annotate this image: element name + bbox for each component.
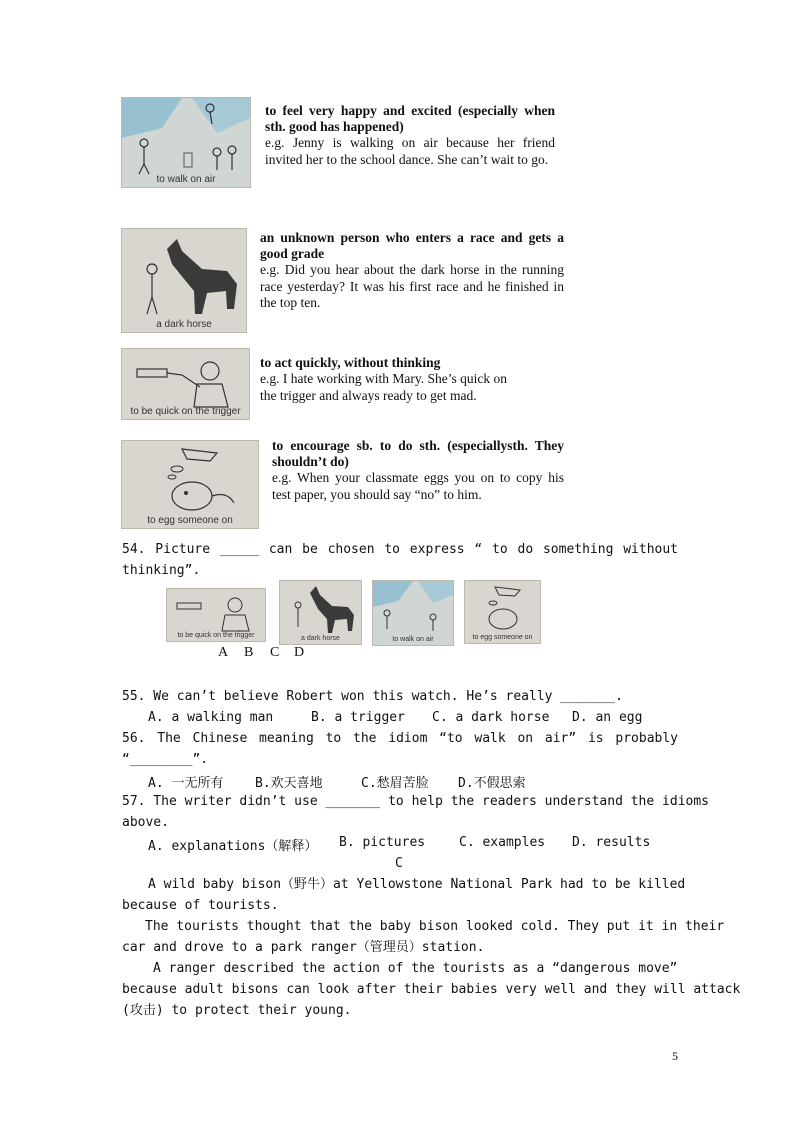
q54-letter-d: D: [294, 645, 305, 660]
passage-line: because adult bisons can look after their babies very well and they will attack: [122, 982, 741, 997]
page-number: 5: [672, 1049, 678, 1063]
passage-line: car and drove to a park ranger（管理员）station.: [122, 940, 485, 955]
idiom-dark-horse-text: [260, 230, 564, 312]
q54-picture-c: [372, 580, 454, 646]
q55-option-a: A. a walking man: [148, 710, 274, 725]
q55-option-d: D. an egg: [572, 710, 643, 725]
q54-letter-b: B: [244, 645, 254, 660]
idiom-example: e.g. Did you hear about the dark horse in the running race yesterday? It was his first race and he finished in the top ten.: [260, 262, 564, 310]
idiom-example-line: e.g. I hate working with Mary. She’s quick on: [260, 371, 507, 386]
passage-line: A wild baby bison（野牛）at Yellowstone National Park had to be killed: [148, 877, 686, 892]
egg-someone-on-picture: [121, 440, 259, 529]
idiom-walk-on-air-text: [265, 103, 555, 168]
idiom-example: e.g. Jenny is walking on air because her friend invited her to the school dance. She can’t wait to go.: [265, 135, 555, 167]
idiom-example: e.g. When your classmate eggs you on to copy his test paper, you should say “no” to him.: [272, 470, 564, 502]
passage-line: The tourists thought that the baby bison looked cold. They put it in their: [145, 919, 725, 934]
section-heading: C: [395, 856, 403, 871]
q56-option-c: C.愁眉苦脸: [361, 776, 429, 791]
passage-line: (攻击) to protect their young.: [122, 1003, 352, 1018]
q57-option-b: B. pictures: [339, 835, 426, 850]
q54-letter-c: C: [270, 645, 280, 660]
q54-text: 54. Picture _____ can be chosen to express “ to do something without: [122, 542, 678, 557]
walk-on-air-caption: to walk on air: [156, 174, 216, 185]
q54-picture-b: [279, 580, 362, 645]
q54-text-cont: thinking”.: [122, 563, 201, 578]
q56-option-a: A. 一无所有: [148, 776, 224, 791]
q55-option-b: B. a trigger: [311, 710, 405, 725]
q57-text: 57. The writer didn’t use _______ to help the readers understand the idioms: [122, 794, 709, 809]
idiom-definition: an unknown person who enters a race and gets a good grade: [260, 230, 564, 261]
q55-text: 55. We can’t believe Robert won this watch. He’s really _______.: [122, 689, 623, 704]
q57-option-d: D. results: [572, 835, 651, 850]
q54-picture-a: [166, 588, 266, 642]
idiom-quick-on-trigger-text: [260, 355, 570, 404]
q54-picture-a-caption: to be quick on the trigger: [177, 632, 255, 639]
quick-on-trigger-picture: [121, 348, 250, 420]
idiom-definition: to act quickly, without thinking: [260, 355, 441, 370]
walk-on-air-picture: [121, 97, 251, 188]
q57-option-c: C. examples: [459, 835, 546, 850]
dark-horse-illustration: [122, 229, 246, 332]
q56-option-b: B.欢天喜地: [255, 776, 323, 791]
q54-picture-c-caption: to walk on air: [392, 636, 434, 643]
q56-option-d: D.不假思索: [458, 776, 526, 791]
idiom-egg-someone-on-text: [272, 438, 564, 503]
q55-option-c: C. a dark horse: [432, 710, 550, 725]
q56-text: 56. The Chinese meaning to the idiom “to walk on air” is probably: [122, 731, 678, 746]
q54-picture-b-caption: a dark horse: [301, 635, 340, 642]
idiom-definition: to feel very happy and excited (especially when sth. good has happened): [265, 103, 555, 134]
q56-text-cont: “________”.: [122, 752, 209, 767]
passage-line: A ranger described the action of the tourists as a “dangerous move”: [153, 961, 678, 976]
q54-letter-a: A: [218, 645, 229, 660]
egg-someone-on-caption: to egg someone on: [147, 515, 233, 526]
q54-option-letters: [218, 645, 314, 661]
idiom-definition: to encourage sb. to do sth. (especiallysth. They shouldn’t do): [272, 438, 564, 469]
q57-option-a: A. explanations（解释）: [148, 839, 318, 854]
q54-picture-d: [464, 580, 541, 644]
idiom-example-line: the trigger and always ready to get mad.: [260, 387, 477, 403]
dark-horse-caption: a dark horse: [156, 319, 212, 330]
q57-text-cont: above.: [122, 815, 169, 830]
dark-horse-picture: [121, 228, 247, 333]
passage-line: because of tourists.: [122, 898, 279, 913]
quick-on-trigger-caption: to be quick on the trigger: [130, 406, 241, 417]
q54-picture-d-caption: to egg someone on: [472, 634, 533, 641]
